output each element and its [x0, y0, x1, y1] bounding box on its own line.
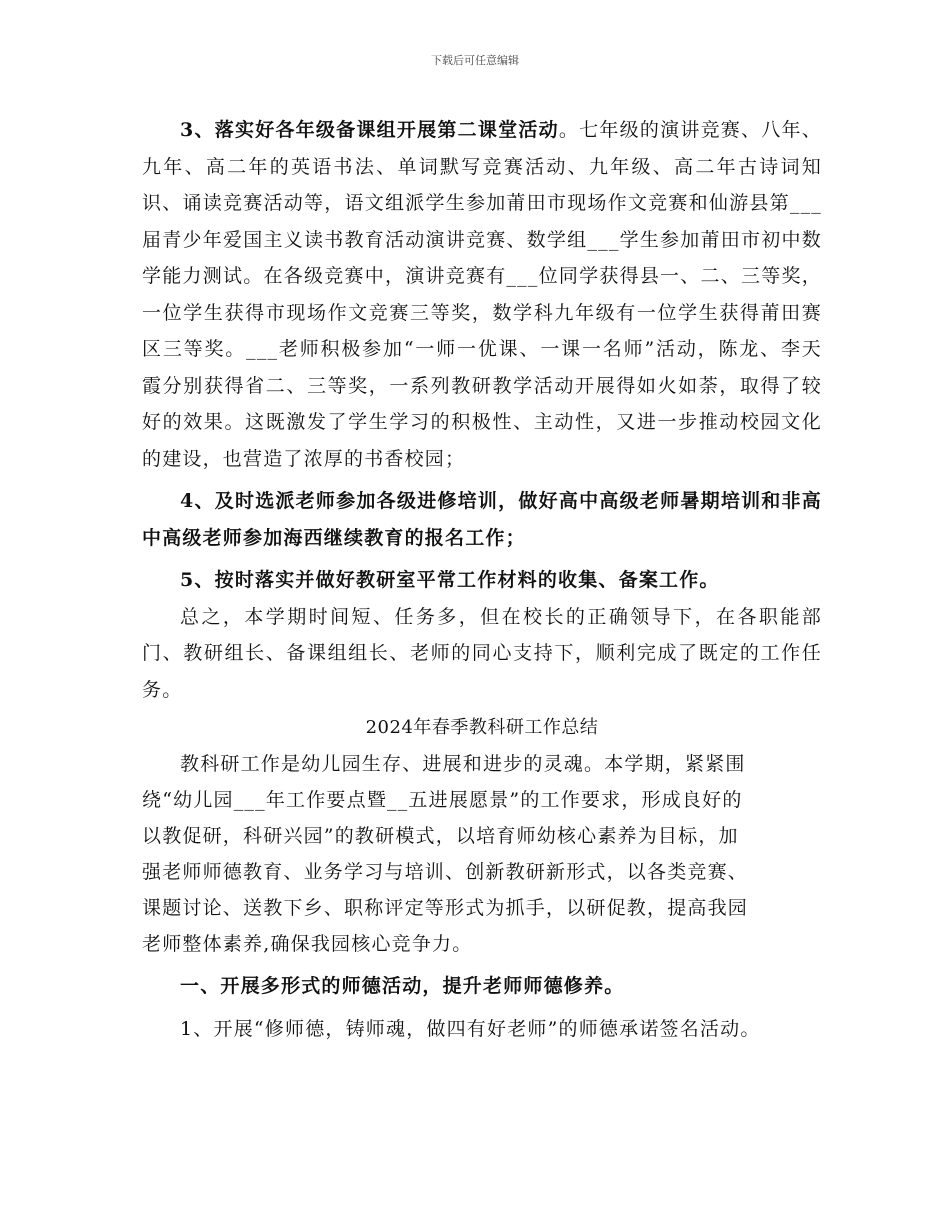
document-title: 2024年春季教科研工作总结 — [365, 717, 599, 738]
intro-line: 老师整体素养,确保我园核心竞争力。 — [142, 933, 473, 955]
item-1-paragraph: 1、开展“修师德，铸师魂，做四有好老师”的师德承诺签名活动。 — [180, 1017, 761, 1040]
intro-paragraph — [142, 746, 822, 962]
intro-line: 强老师师德教育、业务学习与培训、创新教研新形式，以各类竞赛、 — [142, 861, 749, 883]
document-body — [142, 112, 822, 1047]
summary-paragraph: 总之，本学期时间短、任务多，但在校长的正确领导下，在各职能部门、教研组长、备课组组长、老师的同心支持下，顺利完成了既定的工作任务。 — [142, 605, 822, 701]
section-3-body: 。七年级的演讲竞赛、八年、九年、高二年的英语书法、单词默写竞赛活动、九年级、高二年古诗词知识、诵读竞赛活动等，语文组派学生参加莆田市现场作文竞赛和仙游县第___届青少年爱国主义读书教育活动演讲竞赛、数学组___学生参加莆田市初中数学能力测试。在各级竞赛中，演讲竞赛有___位同学获得县一、二、三等奖，一位学生获得市现场作文竞赛三等奖，数学科九年级有一位学生获得莆田赛区三等奖。___老师积极参加“一师一优课、一课一名师”活动，陈龙、李天霞分别获得省二、三等奖，一系列教研教学活动开展得如火如荼，取得了较好的效果。这既激发了学生学习的积极性、主动性，又进一步推动校园文化的建设，也营造了浓厚的书香校园； — [142, 119, 822, 470]
header-note: 下载后可任意编辑 — [431, 54, 519, 67]
intro-line: 教科研工作是幼儿园生存、进展和进步的灵魂。本学期，紧紧围 — [180, 753, 746, 775]
intro-line: 课题讨论、送教下乡、职称评定等形式为抓手，以研促教，提高我园 — [142, 897, 749, 919]
intro-line: 以教促研，科研兴园”的教研模式，以培育师幼核心素养为目标，加 — [142, 825, 739, 847]
section-3-paragraph — [142, 112, 822, 477]
section-5-paragraph: 5、按时落实并做好教研室平常工作材料的收集、备案工作。 — [180, 569, 720, 591]
intro-line: 绕“幼儿园___年工作要点暨__五进展愿景”的工作要求，形成良好的 — [142, 789, 743, 811]
heading-1: 一、开展多形式的师德活动，提升老师师德修养。 — [180, 975, 625, 997]
section-4-paragraph: 4、及时选派老师参加各级进修培训，做好高中高级老师暑期培训和非高中高级老师参加海西继续教育的报名工作； — [142, 490, 822, 549]
section-3-lead: 3、落实好各年级备课组开展第二课堂活动 — [180, 119, 559, 141]
